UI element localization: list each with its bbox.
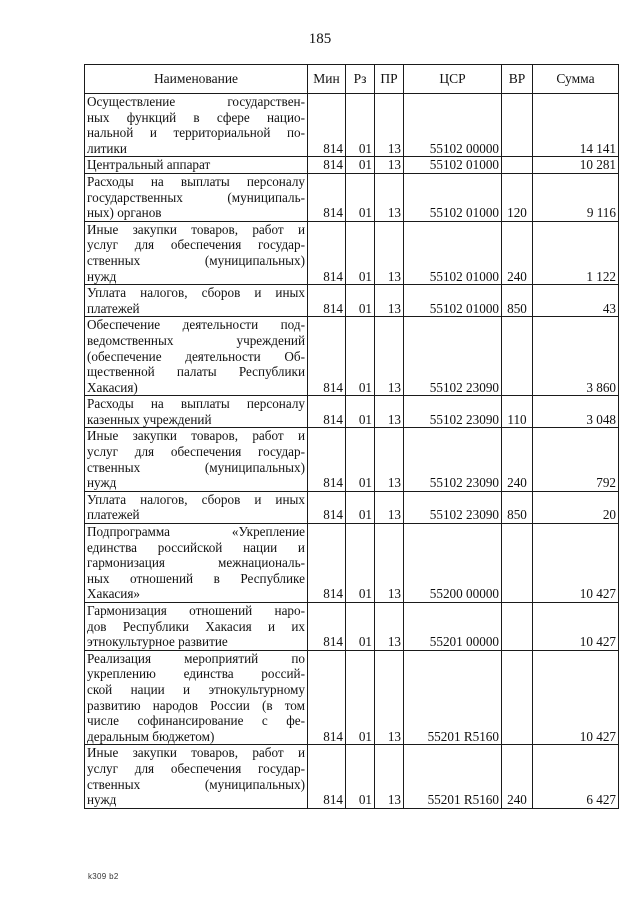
row-sum: 1 122 (533, 221, 619, 284)
row-name-line: Центральный аппарат (87, 157, 211, 173)
row-name-line: ственных (муниципальных) (87, 776, 305, 792)
row-rz: 01 (346, 745, 375, 808)
row-name-line: дов Республики Хакасия и их (87, 618, 305, 634)
table-row (85, 157, 619, 174)
row-vr: 850 (502, 491, 533, 523)
table-row (85, 745, 619, 808)
row-min: 814 (308, 650, 346, 745)
row-name-line: нужд (87, 792, 117, 808)
row-pr: 13 (375, 221, 404, 284)
row-min: 814 (308, 524, 346, 603)
header-sum: Сумма (533, 65, 619, 94)
header-rz: Рз (346, 65, 375, 94)
row-min: 814 (308, 221, 346, 284)
row-csr: 55102 23090 (404, 491, 502, 523)
row-name-line: ведомственных учреждений (87, 332, 305, 348)
row-rz: 01 (346, 317, 375, 396)
row-name (85, 157, 308, 174)
row-min: 814 (308, 396, 346, 428)
budget-table (84, 64, 619, 809)
row-name-line: Иные закупки товаров, работ и (87, 428, 305, 444)
row-pr: 13 (375, 94, 404, 157)
row-sum: 43 (533, 285, 619, 317)
row-csr: 55201 R5160 (404, 650, 502, 745)
row-name-line: услуг для обеспечения государ- (87, 237, 305, 253)
header-pr: ПР (375, 65, 404, 94)
row-csr: 55102 23090 (404, 396, 502, 428)
row-rz: 01 (346, 524, 375, 603)
row-name-line: щественной палаты Республики (87, 364, 305, 380)
row-min: 814 (308, 157, 346, 174)
row-sum: 14 141 (533, 94, 619, 157)
row-csr: 55102 01000 (404, 173, 502, 221)
row-vr (502, 317, 533, 396)
row-min: 814 (308, 94, 346, 157)
row-pr: 13 (375, 428, 404, 491)
row-csr: 55102 01000 (404, 285, 502, 317)
row-name-line: Осуществление государствен- (87, 94, 305, 109)
row-rz: 01 (346, 173, 375, 221)
row-name-line: литики (87, 140, 127, 156)
row-pr: 13 (375, 603, 404, 651)
row-vr: 240 (502, 745, 533, 808)
table-row (85, 428, 619, 491)
row-vr: 110 (502, 396, 533, 428)
row-min: 814 (308, 428, 346, 491)
row-pr: 13 (375, 317, 404, 396)
row-name-line: Уплата налогов, сборов и иных (87, 285, 305, 301)
row-sum: 9 116 (533, 173, 619, 221)
row-name-line: Реализация мероприятий по (87, 650, 305, 666)
row-min: 814 (308, 173, 346, 221)
row-rz: 01 (346, 285, 375, 317)
table-row (85, 524, 619, 603)
row-name-line: Хакасия» (87, 586, 141, 602)
row-name (85, 603, 308, 651)
header-csr: ЦСР (404, 65, 502, 94)
row-csr: 55201 00000 (404, 603, 502, 651)
row-vr (502, 650, 533, 745)
row-name-line: нальной и территориальной по- (87, 125, 305, 141)
row-min: 814 (308, 317, 346, 396)
row-name (85, 650, 308, 745)
table-row (85, 285, 619, 317)
row-name-line: Иные закупки товаров, работ и (87, 221, 305, 237)
table-row (85, 94, 619, 157)
row-name-line: Обеспечение деятельности под- (87, 317, 305, 333)
row-pr: 13 (375, 745, 404, 808)
row-name (85, 173, 308, 221)
row-vr (502, 157, 533, 174)
row-sum: 10 281 (533, 157, 619, 174)
row-name-line: укреплению единства россий- (87, 666, 305, 682)
row-csr: 55102 01000 (404, 221, 502, 284)
row-name-line: Подпрограмма «Укрепление (87, 524, 305, 540)
row-csr: 55200 00000 (404, 524, 502, 603)
row-name-line: единства российской нации и (87, 539, 305, 555)
row-name-line: деральным бюджетом) (87, 728, 215, 744)
table-body (85, 94, 619, 809)
row-rz: 01 (346, 157, 375, 174)
row-vr (502, 603, 533, 651)
table-row (85, 396, 619, 428)
row-pr: 13 (375, 491, 404, 523)
table-row (85, 317, 619, 396)
header-vr: ВР (502, 65, 533, 94)
row-rz: 01 (346, 428, 375, 491)
row-sum: 20 (533, 491, 619, 523)
row-name-line: (обеспечение деятельности Об- (87, 348, 305, 364)
row-min: 814 (308, 491, 346, 523)
row-name-line: платежей (87, 507, 140, 523)
row-name-line: ных) органов (87, 205, 162, 221)
table-header-row (85, 65, 619, 94)
row-pr: 13 (375, 157, 404, 174)
row-min: 814 (308, 603, 346, 651)
row-name (85, 221, 308, 284)
row-rz: 01 (346, 491, 375, 523)
row-name-line: Иные закупки товаров, работ и (87, 745, 305, 761)
row-rz: 01 (346, 650, 375, 745)
row-rz: 01 (346, 221, 375, 284)
row-sum: 3 048 (533, 396, 619, 428)
row-name (85, 491, 308, 523)
row-vr: 240 (502, 428, 533, 491)
row-name-line: числе софинансирование с фе- (87, 713, 305, 729)
row-pr: 13 (375, 285, 404, 317)
row-csr: 55102 00000 (404, 94, 502, 157)
row-name (85, 524, 308, 603)
row-name-line: Гармонизация отношений наро- (87, 603, 305, 618)
table-row (85, 650, 619, 745)
table-row (85, 221, 619, 284)
row-min: 814 (308, 745, 346, 808)
row-pr: 13 (375, 524, 404, 603)
row-name (85, 396, 308, 428)
header-name: Наименование (85, 65, 308, 94)
table-row (85, 603, 619, 651)
row-name-line: нужд (87, 268, 117, 284)
row-name-line: ской нации и этнокультурному (87, 681, 305, 697)
row-csr: 55102 23090 (404, 317, 502, 396)
row-name-line: развитию народов России (в том (87, 697, 305, 713)
row-name-line: казенных учреждений (87, 411, 212, 427)
row-sum: 10 427 (533, 650, 619, 745)
row-name-line: государственных (муниципаль- (87, 189, 305, 205)
row-rz: 01 (346, 396, 375, 428)
row-name (85, 317, 308, 396)
table-row (85, 491, 619, 523)
row-name-line: услуг для обеспечения государ- (87, 760, 305, 776)
row-min: 814 (308, 285, 346, 317)
row-vr: 240 (502, 221, 533, 284)
row-sum: 10 427 (533, 524, 619, 603)
row-sum: 6 427 (533, 745, 619, 808)
row-name-line: этнокультурное развитие (87, 634, 228, 650)
row-vr: 850 (502, 285, 533, 317)
row-name-line: Хакасия) (87, 379, 138, 395)
header-min: Мин (308, 65, 346, 94)
row-name (85, 285, 308, 317)
row-name-line: платежей (87, 300, 140, 316)
row-name-line: Уплата налогов, сборов и иных (87, 491, 305, 507)
row-name-line: нужд (87, 475, 117, 491)
row-csr: 55201 R5160 (404, 745, 502, 808)
row-name-line: ственных (муниципальных) (87, 252, 305, 268)
row-vr: 120 (502, 173, 533, 221)
row-vr (502, 524, 533, 603)
row-pr: 13 (375, 396, 404, 428)
row-csr: 55102 01000 (404, 157, 502, 174)
row-rz: 01 (346, 94, 375, 157)
row-name-line: Расходы на выплаты персоналу (87, 396, 305, 412)
footer-stamp: k309 b2 (88, 872, 119, 881)
row-sum: 3 860 (533, 317, 619, 396)
row-csr: 55102 23090 (404, 428, 502, 491)
row-rz: 01 (346, 603, 375, 651)
row-name (85, 94, 308, 157)
row-name (85, 428, 308, 491)
row-name (85, 745, 308, 808)
row-sum: 10 427 (533, 603, 619, 651)
row-pr: 13 (375, 650, 404, 745)
row-sum: 792 (533, 428, 619, 491)
table-row (85, 173, 619, 221)
row-name-line: ных функций в сфере нацио- (87, 109, 305, 125)
page-number: 185 (308, 31, 332, 47)
row-name-line: Расходы на выплаты персоналу (87, 173, 305, 189)
row-name-line: ственных (муниципальных) (87, 459, 305, 475)
row-name-line: гармонизация межнациональ- (87, 555, 305, 571)
row-name-line: услуг для обеспечения государ- (87, 444, 305, 460)
row-pr: 13 (375, 173, 404, 221)
row-vr (502, 94, 533, 157)
row-name-line: ных отношений в Республике (87, 570, 305, 586)
